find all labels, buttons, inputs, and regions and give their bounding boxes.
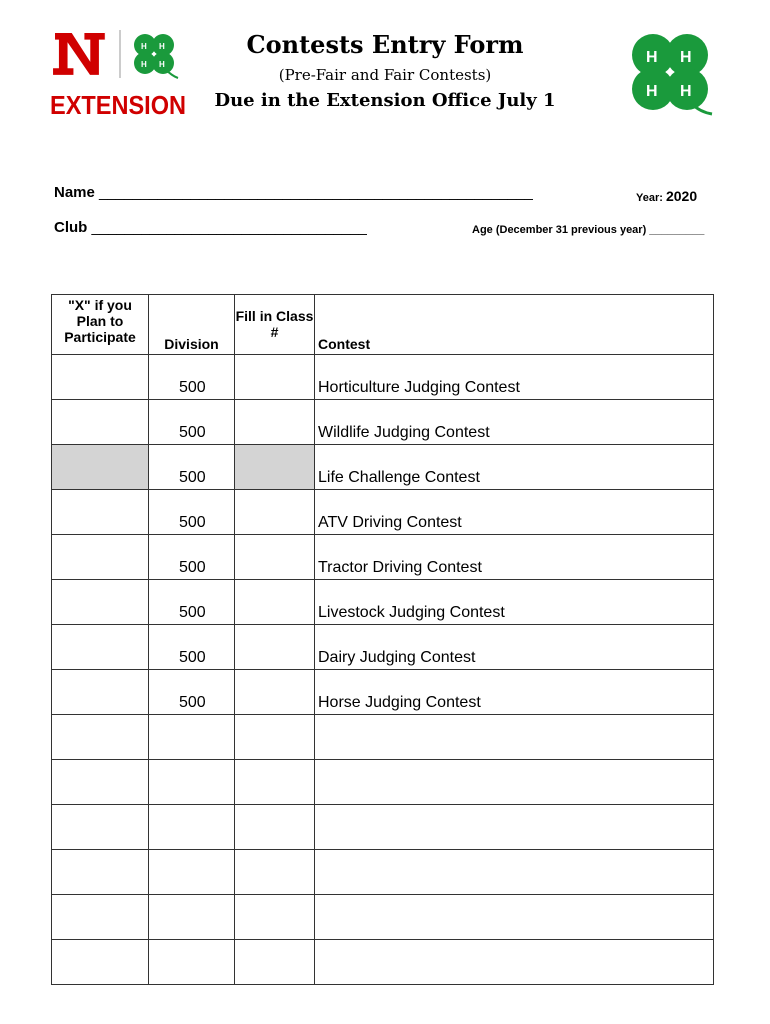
table-header-row — [52, 295, 714, 355]
class-cell[interactable] — [235, 715, 315, 760]
participate-cell[interactable] — [52, 490, 149, 535]
table-row — [52, 805, 714, 850]
class-header: Fill in Class # — [235, 295, 315, 355]
name-line[interactable]: ____________________________________________________ — [99, 184, 533, 201]
class-cell[interactable] — [235, 760, 315, 805]
svg-text:H: H — [646, 49, 658, 66]
svg-text:H: H — [680, 49, 692, 66]
year-value: 2020 — [665, 188, 698, 204]
division-cell — [149, 940, 235, 985]
division-cell: 500 — [149, 535, 235, 580]
contest-cell: Horticulture Judging Contest — [315, 355, 714, 400]
svg-text:H: H — [646, 83, 658, 100]
class-cell[interactable] — [235, 445, 315, 490]
participate-cell[interactable] — [52, 400, 149, 445]
club-label: Club — [54, 219, 88, 236]
division-cell: 500 — [149, 355, 235, 400]
contest-cell — [315, 850, 714, 895]
class-cell[interactable] — [235, 895, 315, 940]
division-cell — [149, 895, 235, 940]
contest-cell: Tractor Driving Contest — [315, 535, 714, 580]
age-field[interactable] — [472, 224, 704, 236]
participate-cell[interactable] — [52, 940, 149, 985]
contest-cell: Dairy Judging Contest — [315, 625, 714, 670]
name-field[interactable] — [54, 184, 533, 201]
class-cell[interactable] — [235, 355, 315, 400]
contest-cell — [315, 805, 714, 850]
contest-cell: Wildlife Judging Contest — [315, 400, 714, 445]
table-row — [52, 445, 714, 490]
table-row — [52, 535, 714, 580]
class-cell[interactable] — [235, 535, 315, 580]
class-cell[interactable] — [235, 625, 315, 670]
year-field — [636, 188, 697, 204]
svg-text:H: H — [680, 83, 692, 100]
table-row — [52, 490, 714, 535]
class-cell[interactable] — [235, 580, 315, 625]
year-label: Year: — [636, 192, 663, 204]
table-row — [52, 625, 714, 670]
participate-header: "X" if you Plan to Participate — [52, 295, 149, 355]
division-cell: 500 — [149, 490, 235, 535]
form-subtitle: (Pre-Fair and Fair Contests) — [278, 66, 492, 84]
table-row — [52, 580, 714, 625]
svg-text:H: H — [159, 42, 165, 51]
division-cell: 500 — [149, 580, 235, 625]
division-cell: 500 — [149, 670, 235, 715]
contest-cell — [315, 760, 714, 805]
svg-text:H: H — [159, 60, 165, 69]
contest-cell: Life Challenge Contest — [315, 445, 714, 490]
division-cell: 500 — [149, 400, 235, 445]
contest-cell — [315, 715, 714, 760]
contests-table — [51, 294, 714, 985]
contest-cell: ATV Driving Contest — [315, 490, 714, 535]
division-cell — [149, 715, 235, 760]
contest-cell: Horse Judging Contest — [315, 670, 714, 715]
participate-cell[interactable] — [52, 355, 149, 400]
form-title: Contests Entry Form — [246, 30, 524, 59]
class-cell[interactable] — [235, 490, 315, 535]
division-header: Division — [149, 295, 235, 355]
table-row — [52, 355, 714, 400]
class-cell[interactable] — [235, 400, 315, 445]
participate-cell[interactable] — [52, 895, 149, 940]
class-cell[interactable] — [235, 670, 315, 715]
table-row — [52, 400, 714, 445]
due-notice: Due in the Extension Office July 1 — [214, 90, 556, 111]
table-row — [52, 895, 714, 940]
club-line[interactable]: _________________________________ — [91, 219, 367, 236]
table-row — [52, 670, 714, 715]
table-row — [52, 940, 714, 985]
division-cell — [149, 760, 235, 805]
division-cell — [149, 805, 235, 850]
name-label: Name — [54, 184, 95, 201]
contest-cell — [315, 940, 714, 985]
contest-cell: Livestock Judging Contest — [315, 580, 714, 625]
club-field[interactable] — [54, 219, 367, 236]
svg-text:H: H — [141, 42, 147, 51]
extension-wordmark: EXTENSION — [50, 90, 186, 118]
contest-header: Contest — [315, 295, 714, 355]
division-cell: 500 — [149, 625, 235, 670]
participate-cell[interactable] — [52, 850, 149, 895]
table-row — [52, 850, 714, 895]
participate-cell[interactable] — [52, 805, 149, 850]
division-cell: 500 — [149, 445, 235, 490]
participate-cell[interactable] — [52, 760, 149, 805]
participate-cell[interactable] — [52, 670, 149, 715]
class-cell[interactable] — [235, 940, 315, 985]
division-cell — [149, 850, 235, 895]
participate-cell[interactable] — [52, 580, 149, 625]
participate-cell[interactable] — [52, 625, 149, 670]
table-row — [52, 715, 714, 760]
contest-cell — [315, 895, 714, 940]
age-label: Age (December 31 previous year) _________ — [472, 224, 705, 236]
table-row — [52, 760, 714, 805]
svg-text:H: H — [141, 60, 147, 69]
participate-cell[interactable] — [52, 535, 149, 580]
participate-cell[interactable] — [52, 715, 149, 760]
class-cell[interactable] — [235, 805, 315, 850]
class-cell[interactable] — [235, 850, 315, 895]
participate-cell[interactable] — [52, 445, 149, 490]
